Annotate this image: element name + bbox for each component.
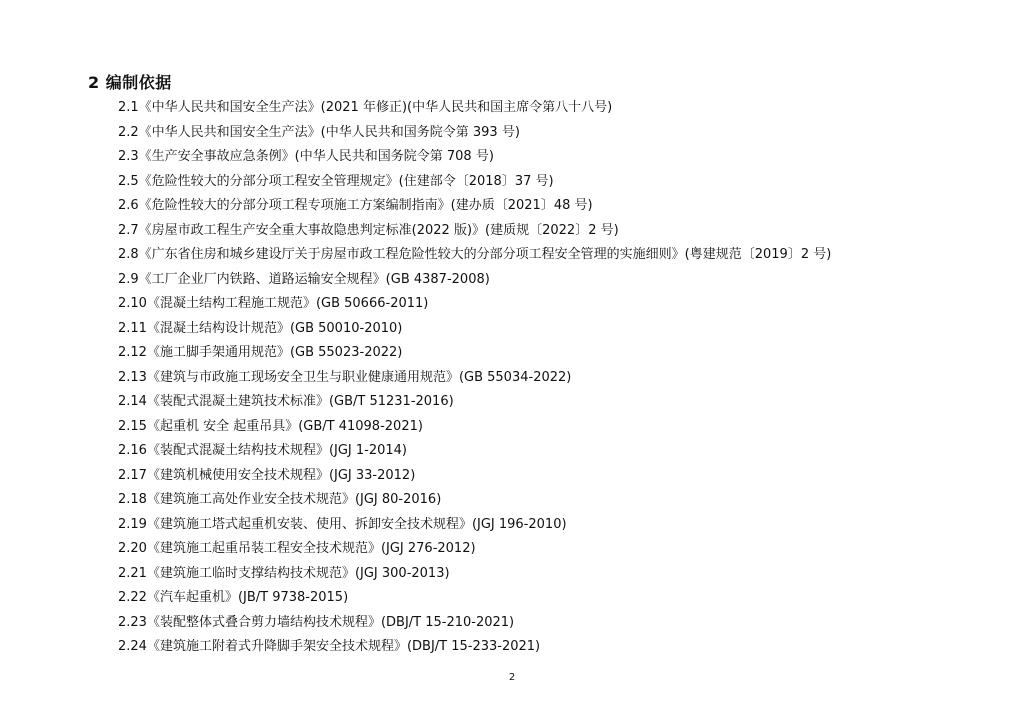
reference-item: 2.13《建筑与市政施工现场安全卫生与职业健康通用规范》(GB 55034-2022): [118, 369, 572, 385]
reference-item: 2.19《建筑施工塔式起重机安装、使用、拆卸安全技术规程》(JGJ 196-2010): [118, 516, 567, 532]
reference-item: 2.14《装配式混凝土建筑技术标准》(GB/T 51231-2016): [118, 394, 454, 409]
reference-item: 2.17《建筑机械使用安全技术规程》(JGJ 33-2012): [118, 467, 416, 483]
reference-item: 2.7《房屋市政工程生产安全重大事故隐患判定标准(2022 版)》(建质规〔2022〕2 号): [118, 222, 619, 238]
reference-item: 2.8《广东省住房和城乡建设厅关于房屋市政工程危险性较大的分部分项工程安全管理的实施细则》(粤建规范〔2019〕2 号): [118, 247, 832, 262]
reference-item: 2.15《起重机 安全 起重吊具》(GB/T 41098-2021): [118, 418, 423, 434]
reference-item: 2.21《建筑施工临时支撑结构技术规范》(JGJ 300-2013): [118, 565, 450, 581]
reference-item: 2.3《生产安全事故应急条例》(中华人民共和国务院令第 708 号): [118, 149, 494, 164]
page-number: 2: [508, 672, 516, 683]
reference-item: 2.20《建筑施工起重吊装工程安全技术规范》(JGJ 276-2012): [118, 541, 476, 556]
section-heading: 2 编制依据: [88, 73, 172, 92]
reference-item: 2.6《危险性较大的分部分项工程专项施工方案编制指南》(建办质〔2021〕48 号): [118, 198, 593, 213]
reference-list: [118, 96, 998, 660]
reference-item: 2.1《中华人民共和国安全生产法》(2021 年修正)(中华人民共和国主席令第八十八号): [118, 100, 613, 115]
reference-item: 2.5《危险性较大的分部分项工程安全管理规定》(住建部令〔2018〕37 号): [118, 173, 554, 189]
reference-item: 2.23《装配整体式叠合剪力墙结构技术规程》(DBJ/T 15-210-2021): [118, 614, 515, 630]
reference-item: 2.16《装配式混凝土结构技术规程》(JGJ 1-2014): [118, 443, 408, 458]
reference-item: 2.24《建筑施工附着式升降脚手架安全技术规程》(DBJ/T 15-233-2021): [118, 639, 541, 654]
reference-item: 2.12《施工脚手架通用规范》(GB 55023-2022): [118, 345, 403, 360]
reference-item: 2.9《工厂企业厂内铁路、道路运输安全规程》(GB 4387-2008): [118, 271, 490, 287]
reference-item: 2.2《中华人民共和国安全生产法》(中华人民共和国务院令第 393 号): [118, 124, 520, 140]
reference-item: 2.18《建筑施工高处作业安全技术规范》(JGJ 80-2016): [118, 492, 442, 507]
reference-item: 2.22《汽车起重机》(JB/T 9738-2015): [118, 590, 349, 605]
reference-item: 2.10《混凝土结构工程施工规范》(GB 50666-2011): [118, 296, 429, 311]
reference-item: 2.11《混凝土结构设计规范》(GB 50010-2010): [118, 320, 403, 336]
